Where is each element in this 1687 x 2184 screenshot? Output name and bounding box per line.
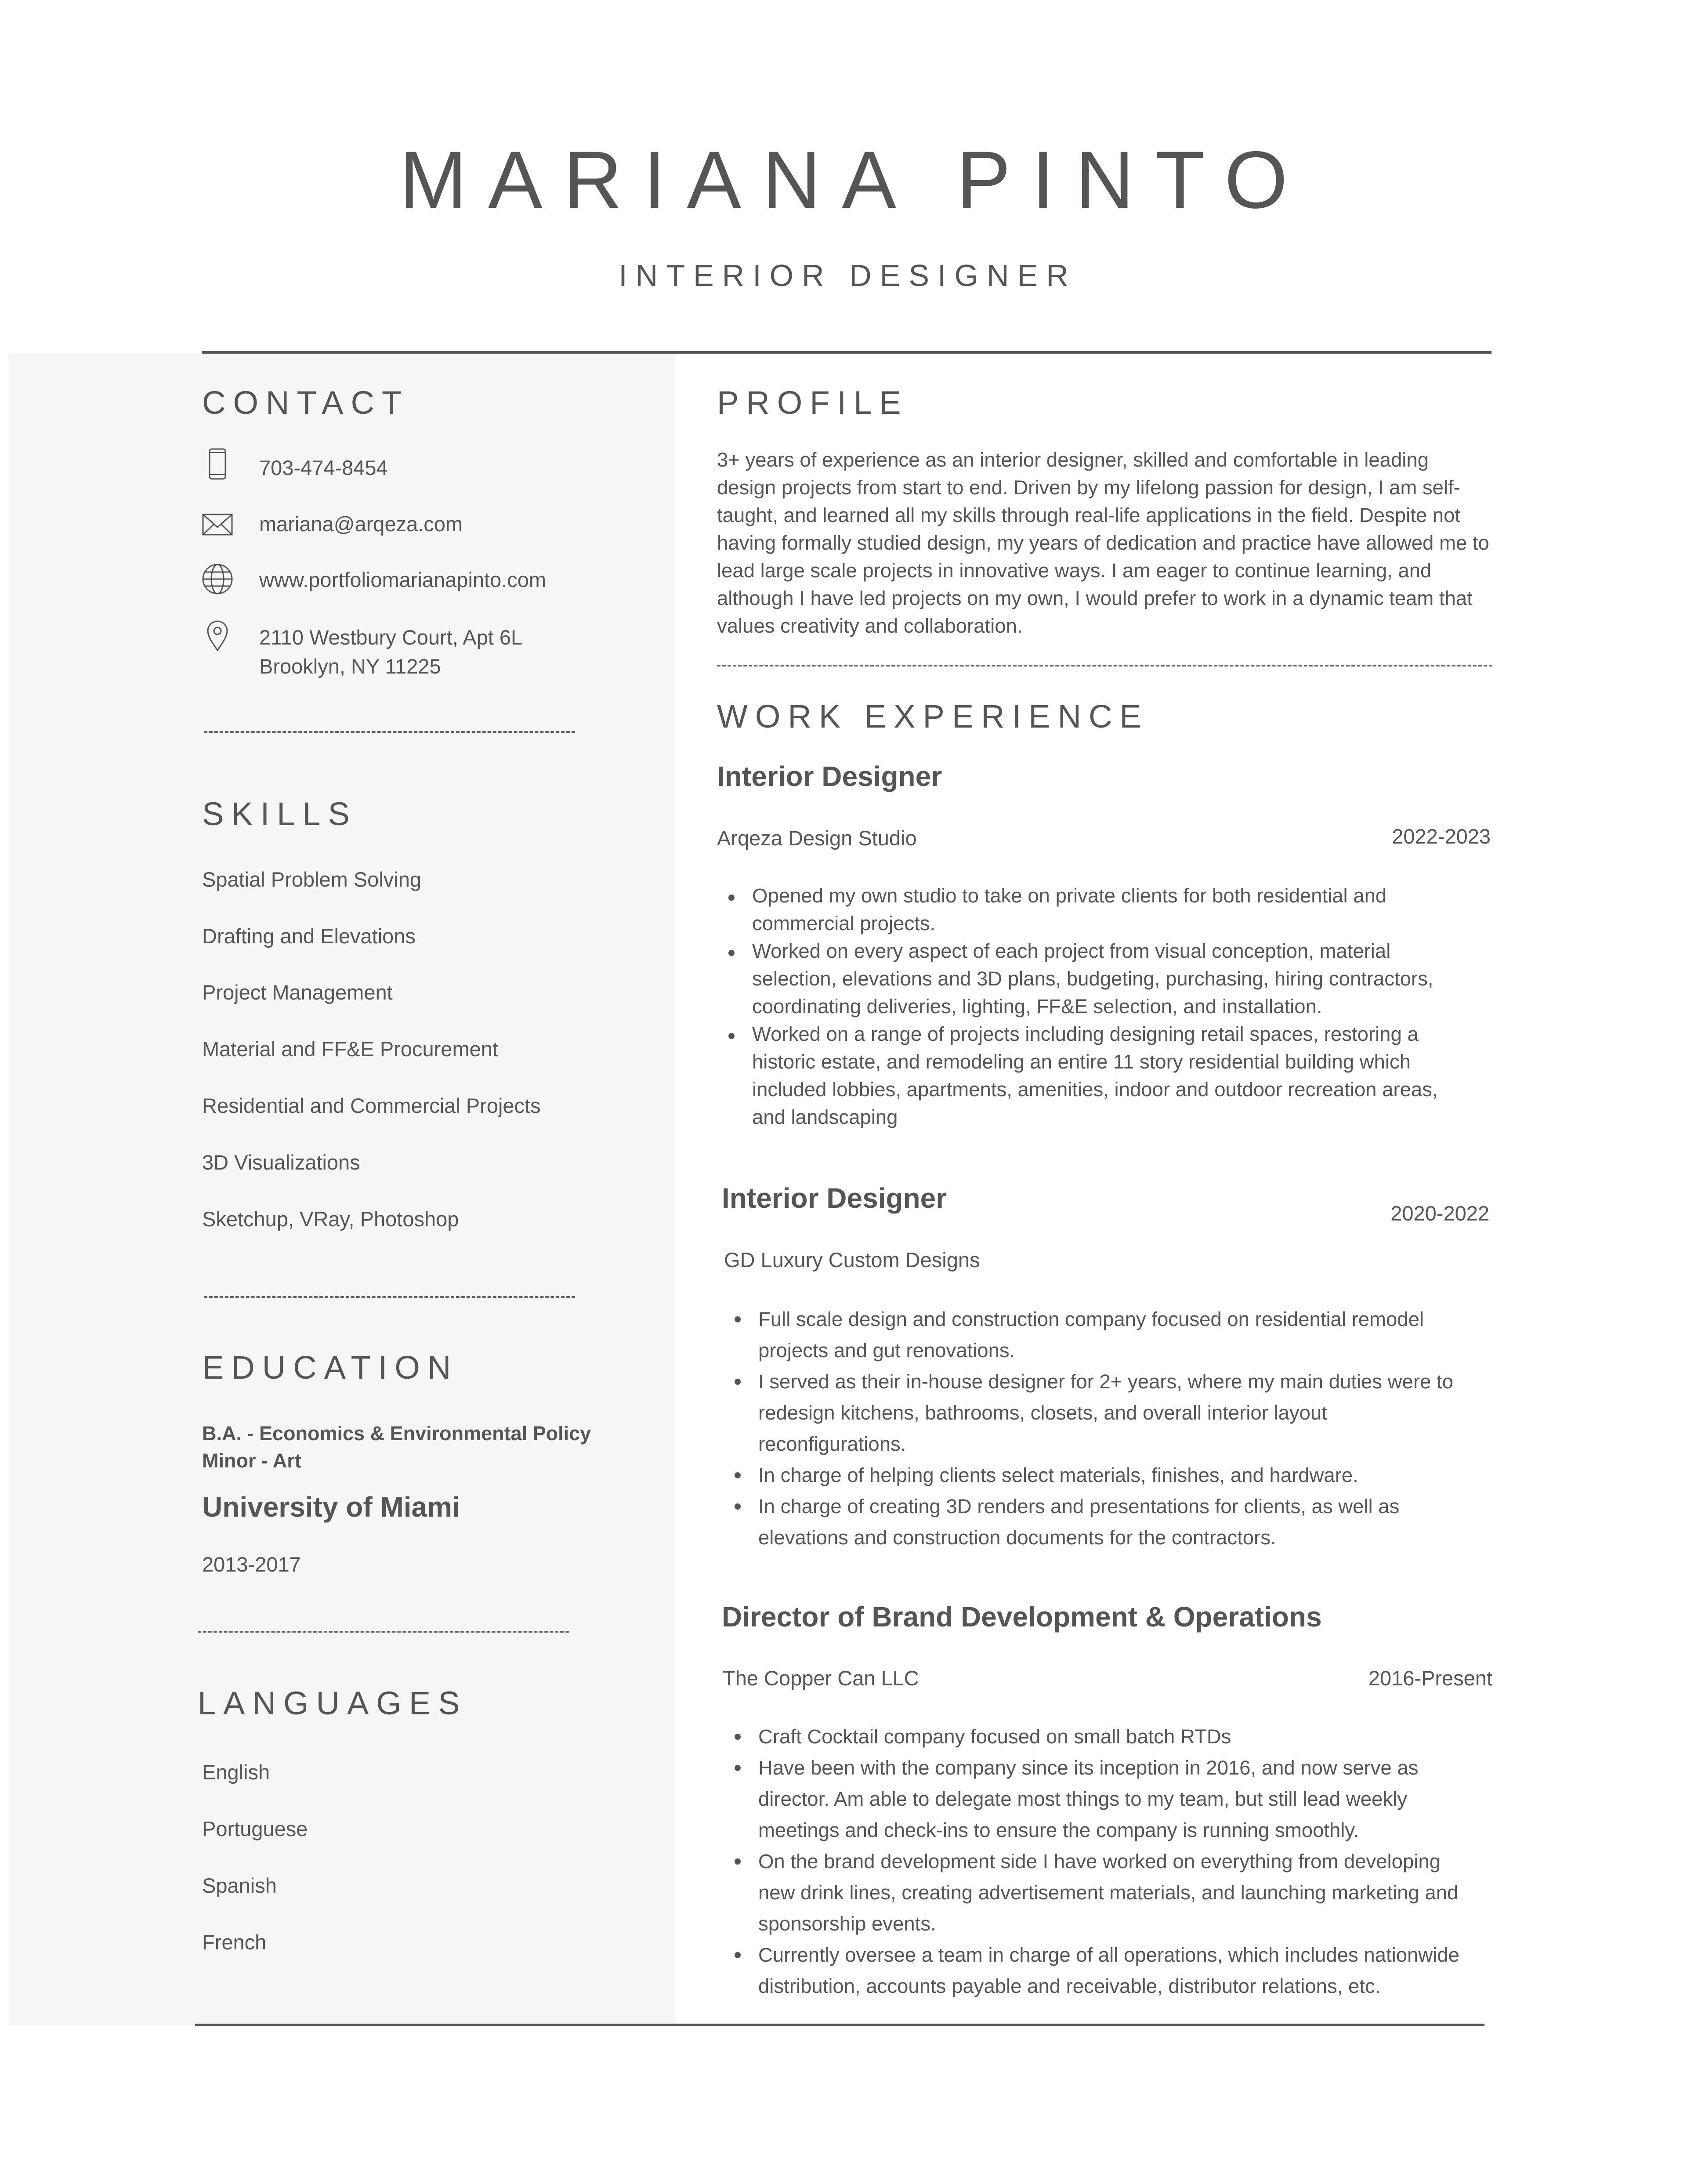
profile-text: 3+ years of experience as an interior designer, skilled and comfortable in leading design projects from start to end. Driven by my lifelong passion for design, I am self-taught, and learned all my skills through real-life applications in the field. Despite not having formally studied design, my years of dedication and practice have allowed me to lead large scale projects in innovative ways. I am eager to continue learning, and although I have led projects on my own, I would prefer to work in a dynamic team that values creativity and collaboration.	[717, 449, 1489, 637]
job-company: The Copper Can LLC	[723, 1666, 919, 1690]
sidebar-panel	[9, 354, 676, 2025]
job-bullet: Have been with the company since its inception in 2016, and now serve as director. Am able to delegate most things to my team, but still lead weekly meetings and check-ins to ensure the company is running smoothly.	[723, 1752, 1470, 1846]
job-title: Director of Brand Development & Operations	[722, 1601, 1322, 1633]
globe-icon	[202, 563, 233, 595]
languages-heading: LANGUAGES	[198, 1685, 467, 1721]
work-heading: WORK EXPERIENCE	[717, 698, 1149, 735]
language-item: English	[202, 1760, 270, 1784]
mail-icon	[202, 509, 233, 540]
footer-divider	[195, 2024, 1484, 2026]
job-bullet: Worked on a range of projects including designing retail spaces, restoring a historic estate, and remodeling an entire 11 story residential building which included lobbies, apartments, amenities, indoor and outdoor recreation areas, and landscaping	[717, 1020, 1464, 1131]
candidate-name: MARIANA PINTO	[399, 135, 1309, 225]
language-item: French	[202, 1930, 267, 1954]
skills-heading: SKILLS	[202, 796, 357, 832]
contact-email: mariana@arqeza.com	[259, 512, 463, 536]
job-bullets	[717, 882, 1464, 1131]
education-degree: B.A. - Economics & Environmental Policy	[202, 1422, 591, 1445]
phone-icon	[202, 448, 233, 480]
education-school: University of Miami	[202, 1491, 460, 1523]
job-bullet: Craft Cocktail company focused on small batch RTDs	[723, 1721, 1470, 1752]
contact-divider	[204, 731, 575, 733]
education-years: 2013-2017	[202, 1553, 301, 1576]
job-dates: 2022-2023	[1392, 825, 1491, 848]
candidate-role: INTERIOR DESIGNER	[619, 258, 1077, 293]
profile-heading: PROFILE	[717, 384, 909, 421]
skill-item: Residential and Commercial Projects	[202, 1094, 541, 1117]
job-title: Interior Designer	[722, 1182, 947, 1214]
education-minor: Minor - Art	[202, 1449, 301, 1472]
job-company: GD Luxury Custom Designs	[724, 1248, 980, 1271]
location-pin-icon	[202, 619, 233, 651]
job-bullet: I served as their in-house designer for 2+ years, where my main duties were to redesign kitchens, bathrooms, closets, and overall interior layout reconfigurations.	[723, 1366, 1470, 1460]
job-dates: 2020-2022	[1390, 1202, 1489, 1225]
education-divider	[198, 1631, 569, 1633]
language-item: Portuguese	[202, 1817, 308, 1840]
skill-item: 3D Visualizations	[202, 1151, 360, 1174]
job-dates: 2016-Present	[1368, 1666, 1492, 1690]
language-item: Spanish	[202, 1874, 277, 1897]
contact-website: www.portfoliomarianapinto.com	[259, 568, 547, 591]
job-bullet: In charge of creating 3D renders and presentations for clients, as well as elevations and construction documents for the contractors.	[723, 1491, 1470, 1553]
job-bullet: Worked on every aspect of each project from visual conception, material selection, elevations and 3D plans, budgeting, purchasing, hiring contractors, coordinating deliveries, lighting, FF&E selection, and installation.	[717, 937, 1464, 1020]
contact-address-line1: 2110 Westbury Court, Apt 6L	[259, 626, 523, 649]
skills-divider	[204, 1296, 575, 1298]
job-company: Arqeza Design Studio	[717, 826, 917, 850]
contact-address-line2: Brooklyn, NY 11225	[259, 655, 441, 678]
job-bullets	[723, 1304, 1470, 1553]
job-bullet: Opened my own studio to take on private clients for both residential and commercial projects.	[717, 882, 1464, 937]
education-heading: EDUCATION	[202, 1349, 459, 1386]
skill-item: Drafting and Elevations	[202, 924, 416, 948]
job-bullets	[723, 1721, 1470, 2002]
job-bullet: Currently oversee a team in charge of all operations, which includes nationwide distribution, accounts payable and receivable, distributor relations, etc.	[723, 1939, 1470, 2002]
skill-item: Sketchup, VRay, Photoshop	[202, 1207, 459, 1231]
profile-divider	[717, 665, 1492, 666]
skill-item: Project Management	[202, 981, 393, 1004]
contact-phone: 703-474-8454	[259, 456, 388, 479]
job-bullet: In charge of helping clients select materials, finishes, and hardware.	[723, 1460, 1470, 1491]
contact-heading: CONTACT	[202, 384, 409, 421]
job-title: Interior Designer	[717, 761, 942, 792]
job-bullet: Full scale design and construction company focused on residential remodel projects and gut renovations.	[723, 1304, 1470, 1366]
job-bullet: On the brand development side I have worked on everything from developing new drink lines, creating advertisement materials, and launching marketing and sponsorship events.	[723, 1846, 1470, 1939]
skill-item: Material and FF&E Procurement	[202, 1037, 498, 1061]
skill-item: Spatial Problem Solving	[202, 868, 421, 891]
